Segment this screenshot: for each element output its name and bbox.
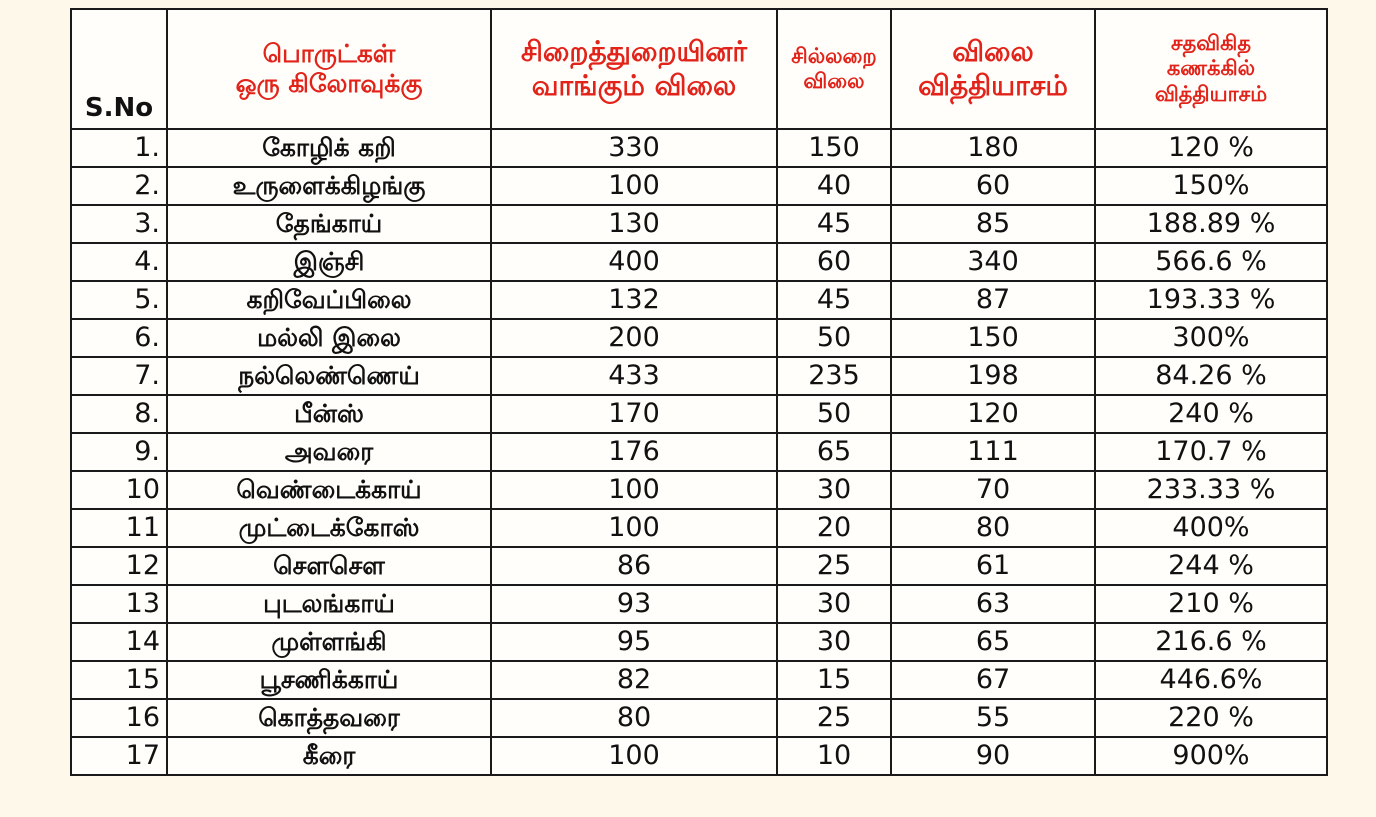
- header-prison-price: [491, 9, 777, 129]
- cell-percent: 233.33 %: [1095, 471, 1327, 509]
- price-comparison-sheet: [70, 8, 1326, 776]
- cell-difference: 85: [891, 205, 1095, 243]
- cell-difference: 90: [891, 737, 1095, 775]
- cell-retail-price: 60: [777, 243, 891, 281]
- cell-sno: 15: [71, 661, 167, 699]
- table-row: [71, 243, 1327, 281]
- header-pct-line2: கணக்கில்: [1166, 56, 1256, 81]
- table-row: [71, 699, 1327, 737]
- cell-retail-price: 25: [777, 547, 891, 585]
- table-row: [71, 623, 1327, 661]
- header-prison-line2: வாங்கும் விலை: [531, 69, 737, 102]
- cell-difference: 120: [891, 395, 1095, 433]
- cell-percent: 400%: [1095, 509, 1327, 547]
- cell-percent: 193.33 %: [1095, 281, 1327, 319]
- cell-item: முட்டைக்கோஸ்: [167, 509, 491, 547]
- cell-percent: 216.6 %: [1095, 623, 1327, 661]
- cell-difference: 87: [891, 281, 1095, 319]
- cell-prison-price: 176: [491, 433, 777, 471]
- cell-retail-price: 20: [777, 509, 891, 547]
- cell-sno: 7.: [71, 357, 167, 395]
- cell-difference: 340: [891, 243, 1095, 281]
- header-item-line2: ஒரு கிலோவுக்கு: [235, 69, 423, 98]
- cell-prison-price: 170: [491, 395, 777, 433]
- cell-item: சௌசௌ: [167, 547, 491, 585]
- cell-percent: 84.26 %: [1095, 357, 1327, 395]
- cell-item: புடலங்காய்: [167, 585, 491, 623]
- table-row: [71, 471, 1327, 509]
- cell-difference: 80: [891, 509, 1095, 547]
- cell-prison-price: 100: [491, 737, 777, 775]
- cell-percent: 220 %: [1095, 699, 1327, 737]
- cell-item: இஞ்சி: [167, 243, 491, 281]
- cell-sno: 8.: [71, 395, 167, 433]
- cell-percent: 188.89 %: [1095, 205, 1327, 243]
- cell-sno: 3.: [71, 205, 167, 243]
- table-row: [71, 167, 1327, 205]
- cell-prison-price: 100: [491, 509, 777, 547]
- cell-difference: 67: [891, 661, 1095, 699]
- cell-sno: 11: [71, 509, 167, 547]
- cell-percent: 150%: [1095, 167, 1327, 205]
- cell-item: பூசணிக்காய்: [167, 661, 491, 699]
- cell-item: முள்ளங்கி: [167, 623, 491, 661]
- cell-difference: 61: [891, 547, 1095, 585]
- header-diff-line1: விலை: [952, 35, 1034, 69]
- table-row: [71, 547, 1327, 585]
- cell-item: தேங்காய்: [167, 205, 491, 243]
- cell-item: பீன்ஸ்: [167, 395, 491, 433]
- cell-prison-price: 95: [491, 623, 777, 661]
- cell-difference: 65: [891, 623, 1095, 661]
- cell-retail-price: 25: [777, 699, 891, 737]
- table-row: [71, 205, 1327, 243]
- cell-percent: 244 %: [1095, 547, 1327, 585]
- cell-difference: 198: [891, 357, 1095, 395]
- cell-sno: 4.: [71, 243, 167, 281]
- cell-percent: 240 %: [1095, 395, 1327, 433]
- cell-retail-price: 65: [777, 433, 891, 471]
- cell-sno: 17: [71, 737, 167, 775]
- cell-difference: 111: [891, 433, 1095, 471]
- table-row: [71, 585, 1327, 623]
- cell-retail-price: 45: [777, 281, 891, 319]
- table-row: [71, 433, 1327, 471]
- cell-percent: 120 %: [1095, 129, 1327, 167]
- cell-retail-price: 10: [777, 737, 891, 775]
- header-retail-line2: விலை: [803, 69, 865, 93]
- cell-percent: 170.7 %: [1095, 433, 1327, 471]
- cell-prison-price: 100: [491, 471, 777, 509]
- cell-difference: 60: [891, 167, 1095, 205]
- header-item-line1: பொருட்கள்: [262, 39, 396, 68]
- cell-retail-price: 50: [777, 319, 891, 357]
- cell-prison-price: 330: [491, 129, 777, 167]
- cell-sno: 14: [71, 623, 167, 661]
- cell-difference: 180: [891, 129, 1095, 167]
- cell-difference: 70: [891, 471, 1095, 509]
- cell-prison-price: 82: [491, 661, 777, 699]
- cell-retail-price: 40: [777, 167, 891, 205]
- cell-percent: 900%: [1095, 737, 1327, 775]
- cell-sno: 13: [71, 585, 167, 623]
- cell-prison-price: 130: [491, 205, 777, 243]
- cell-item: மல்லி இலை: [167, 319, 491, 357]
- header-item: [167, 9, 491, 129]
- cell-item: அவரை: [167, 433, 491, 471]
- cell-prison-price: 433: [491, 357, 777, 395]
- cell-prison-price: 400: [491, 243, 777, 281]
- cell-prison-price: 200: [491, 319, 777, 357]
- cell-sno: 5.: [71, 281, 167, 319]
- table-row: [71, 509, 1327, 547]
- cell-item: கொத்தவரை: [167, 699, 491, 737]
- cell-percent: 210 %: [1095, 585, 1327, 623]
- cell-difference: 63: [891, 585, 1095, 623]
- cell-prison-price: 132: [491, 281, 777, 319]
- cell-retail-price: 30: [777, 585, 891, 623]
- cell-retail-price: 15: [777, 661, 891, 699]
- cell-item: கீரை: [167, 737, 491, 775]
- cell-retail-price: 30: [777, 471, 891, 509]
- cell-percent: 566.6 %: [1095, 243, 1327, 281]
- cell-sno: 10: [71, 471, 167, 509]
- cell-prison-price: 80: [491, 699, 777, 737]
- cell-prison-price: 100: [491, 167, 777, 205]
- header-retail-price: [777, 9, 891, 129]
- table-body: [71, 129, 1327, 775]
- header-pct-line1: சதவிகித: [1170, 31, 1252, 56]
- header-percent-difference: [1095, 9, 1327, 129]
- cell-sno: 16: [71, 699, 167, 737]
- price-comparison-table: [70, 8, 1328, 776]
- table-row: [71, 737, 1327, 775]
- cell-sno: 9.: [71, 433, 167, 471]
- cell-sno: 2.: [71, 167, 167, 205]
- header-diff-line2: வித்தியாசம்: [918, 69, 1068, 102]
- header-prison-line1: சிறைத்துறையினர்: [520, 35, 748, 69]
- cell-prison-price: 93: [491, 585, 777, 623]
- cell-retail-price: 30: [777, 623, 891, 661]
- cell-retail-price: 235: [777, 357, 891, 395]
- cell-sno: 1.: [71, 129, 167, 167]
- cell-difference: 150: [891, 319, 1095, 357]
- table-row: [71, 319, 1327, 357]
- header-retail-line1: சில்லறை: [791, 43, 877, 68]
- cell-prison-price: 86: [491, 547, 777, 585]
- cell-percent: 446.6%: [1095, 661, 1327, 699]
- table-row: [71, 281, 1327, 319]
- cell-retail-price: 150: [777, 129, 891, 167]
- cell-item: கறிவேப்பிலை: [167, 281, 491, 319]
- header-sno: [71, 9, 167, 129]
- cell-difference: 55: [891, 699, 1095, 737]
- cell-retail-price: 50: [777, 395, 891, 433]
- cell-item: நல்லெண்ணெய்: [167, 357, 491, 395]
- table-row: [71, 395, 1327, 433]
- cell-sno: 12: [71, 547, 167, 585]
- table-row: [71, 129, 1327, 167]
- cell-percent: 300%: [1095, 319, 1327, 357]
- cell-retail-price: 45: [777, 205, 891, 243]
- header-difference: [891, 9, 1095, 129]
- cell-sno: 6.: [71, 319, 167, 357]
- table-row: [71, 357, 1327, 395]
- header-sno-label: S.No: [84, 92, 154, 123]
- cell-item: கோழிக் கறி: [167, 129, 491, 167]
- cell-item: வெண்டைக்காய்: [167, 471, 491, 509]
- table-row: [71, 661, 1327, 699]
- header-row: [71, 9, 1327, 129]
- cell-item: உருளைக்கிழங்கு: [167, 167, 491, 205]
- header-pct-line3: வித்தியாசம்: [1154, 81, 1268, 106]
